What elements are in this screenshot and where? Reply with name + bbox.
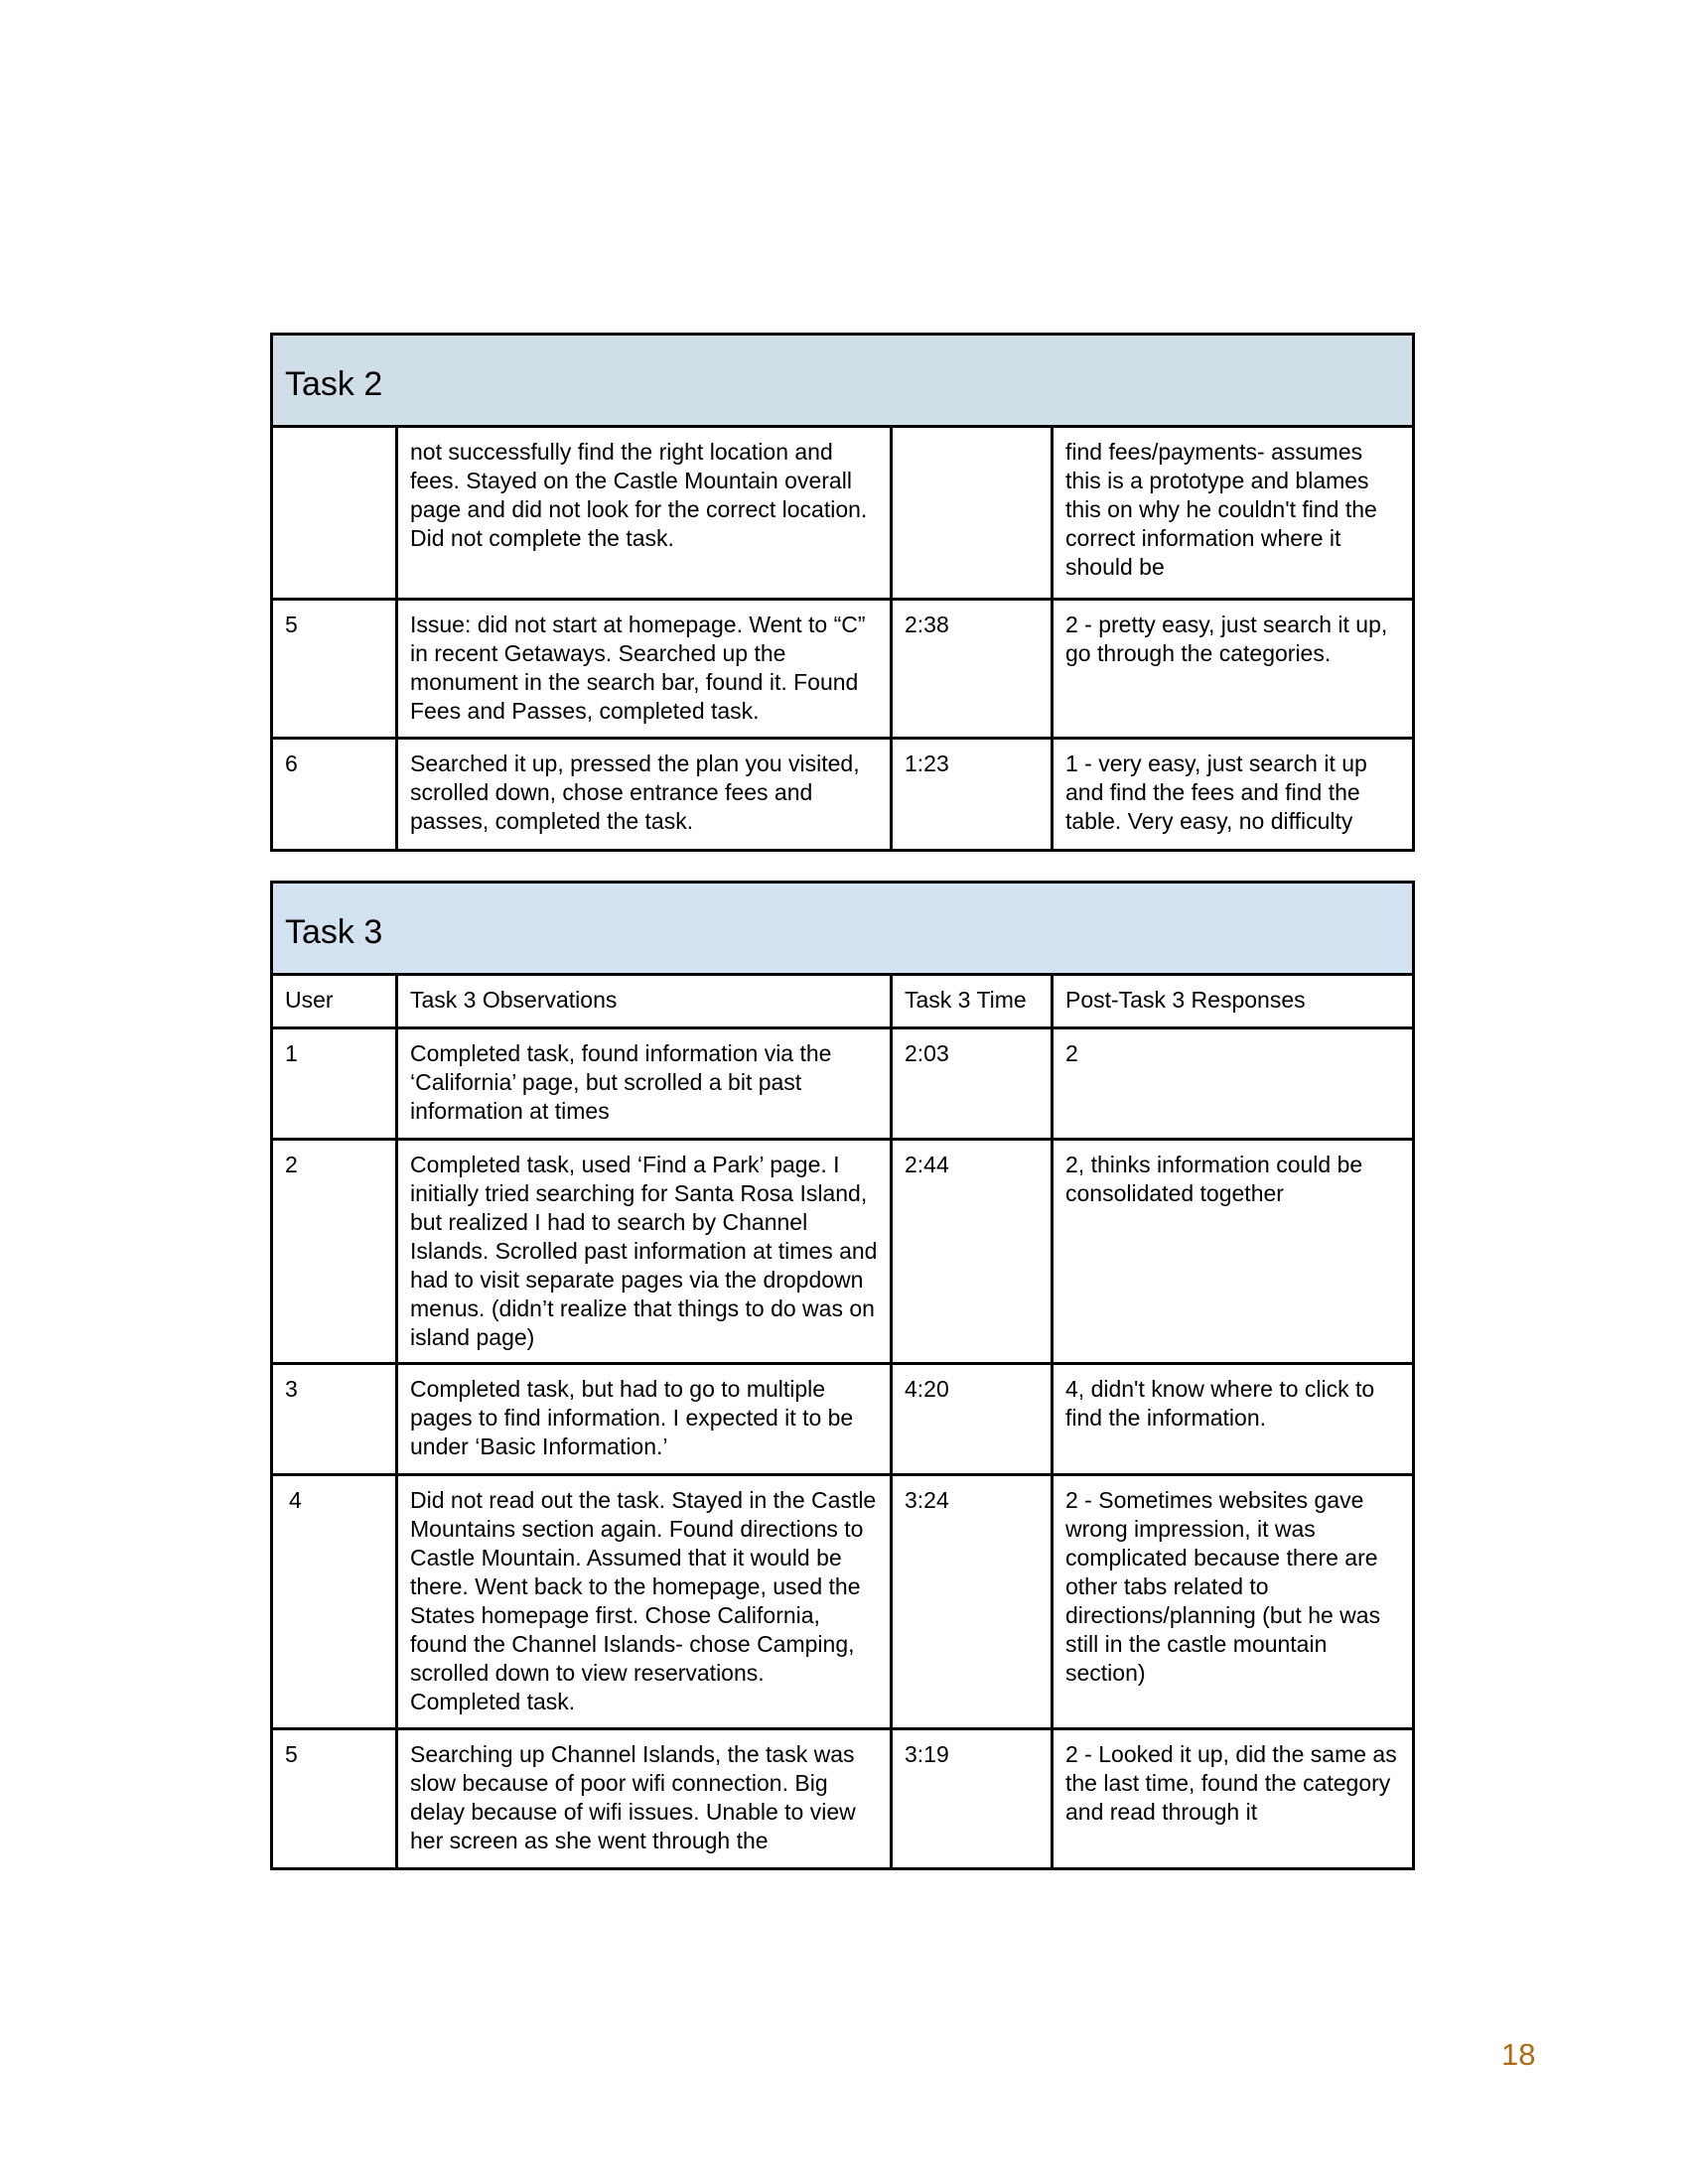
user-cell: 2 <box>272 1140 397 1364</box>
table-row <box>272 1475 1414 1729</box>
user-cell: 1 <box>272 1028 397 1140</box>
time-cell: 3:24 <box>892 1475 1053 1729</box>
response-cell: 4, didn't know where to click to find the information. <box>1053 1364 1414 1475</box>
user-cell: 3 <box>272 1364 397 1475</box>
user-cell: 5 <box>272 1729 397 1869</box>
response-cell: 2, thinks information could be consolidated together <box>1053 1140 1414 1364</box>
column-header-user: User <box>272 975 397 1028</box>
observations-cell: not successfully find the right location and fees. Stayed on the Castle Mountain overall page and did not look for the correct location. Did not complete the task. <box>397 427 892 600</box>
observations-cell: Searched it up, pressed the plan you visited, scrolled down, chose entrance fees and passes, completed the task. <box>397 739 892 851</box>
time-cell: 2:03 <box>892 1028 1053 1140</box>
time-cell: 4:20 <box>892 1364 1053 1475</box>
observations-cell: Did not read out the task. Stayed in the Castle Mountains section again. Found directions to Castle Mountain. Assumed that it would be there. Went back to the homepage, used the States homepage first. Chose California, found the Channel Islands- chose Camping, scrolled down to view reservations. Completed task. <box>397 1475 892 1729</box>
response-cell: find fees/payments- assumes this is a prototype and blames this on why he couldn't find the correct information where it should be <box>1053 427 1414 600</box>
user-cell: 4 <box>272 1475 397 1729</box>
table-row <box>272 600 1414 739</box>
task3-table <box>270 881 1415 1870</box>
table-row <box>272 427 1414 600</box>
table-row <box>272 739 1414 851</box>
observations-cell: Completed task, but had to go to multiple pages to find information. I expected it to be under ‘Basic Information.’ <box>397 1364 892 1475</box>
table-row <box>272 1140 1414 1364</box>
column-header-observations: Task 3 Observations <box>397 975 892 1028</box>
user-cell: 6 <box>272 739 397 851</box>
user-cell <box>272 427 397 600</box>
table-row <box>272 1364 1414 1475</box>
page-number: 18 <box>1501 2037 1536 2072</box>
task3-header-row <box>272 883 1414 975</box>
task2-table <box>270 333 1415 852</box>
response-cell: 1 - very easy, just search it up and find the fees and find the table. Very easy, no difficulty <box>1053 739 1414 851</box>
column-header-response: Post-Task 3 Responses <box>1053 975 1414 1028</box>
task2-header-row <box>272 335 1414 427</box>
observations-cell: Completed task, found information via the ‘California’ page, but scrolled a bit past information at times <box>397 1028 892 1140</box>
response-cell: 2 - Sometimes websites gave wrong impression, it was complicated because there are other tabs related to directions/planning (but he was still in the castle mountain section) <box>1053 1475 1414 1729</box>
response-cell: 2 - pretty easy, just search it up, go through the categories. <box>1053 600 1414 739</box>
table-row <box>272 1729 1414 1869</box>
observations-cell: Issue: did not start at homepage. Went to “C” in recent Getaways. Searched up the monument in the search bar, found it. Found Fees and Passes, completed task. <box>397 600 892 739</box>
time-cell: 1:23 <box>892 739 1053 851</box>
task3-title: Task 3 <box>272 883 1414 975</box>
time-cell: 3:19 <box>892 1729 1053 1869</box>
task2-title: Task 2 <box>272 335 1414 427</box>
time-cell: 2:38 <box>892 600 1053 739</box>
response-cell: 2 - Looked it up, did the same as the last time, found the category and read through it <box>1053 1729 1414 1869</box>
response-cell: 2 <box>1053 1028 1414 1140</box>
observations-cell: Completed task, used ‘Find a Park’ page. I initially tried searching for Santa Rosa Island, but realized I had to search by Channel Islands. Scrolled past information at times and had to visit separate pages via the dropdown menus. (didn’t realize that things to do was on island page) <box>397 1140 892 1364</box>
user-cell: 5 <box>272 600 397 739</box>
observations-cell: Searching up Channel Islands, the task was slow because of poor wifi connection. Big delay because of wifi issues. Unable to view her screen as she went through the <box>397 1729 892 1869</box>
time-cell <box>892 427 1053 600</box>
table-row <box>272 1028 1414 1140</box>
column-header-row <box>272 975 1414 1028</box>
column-header-time: Task 3 Time <box>892 975 1053 1028</box>
time-cell: 2:44 <box>892 1140 1053 1364</box>
